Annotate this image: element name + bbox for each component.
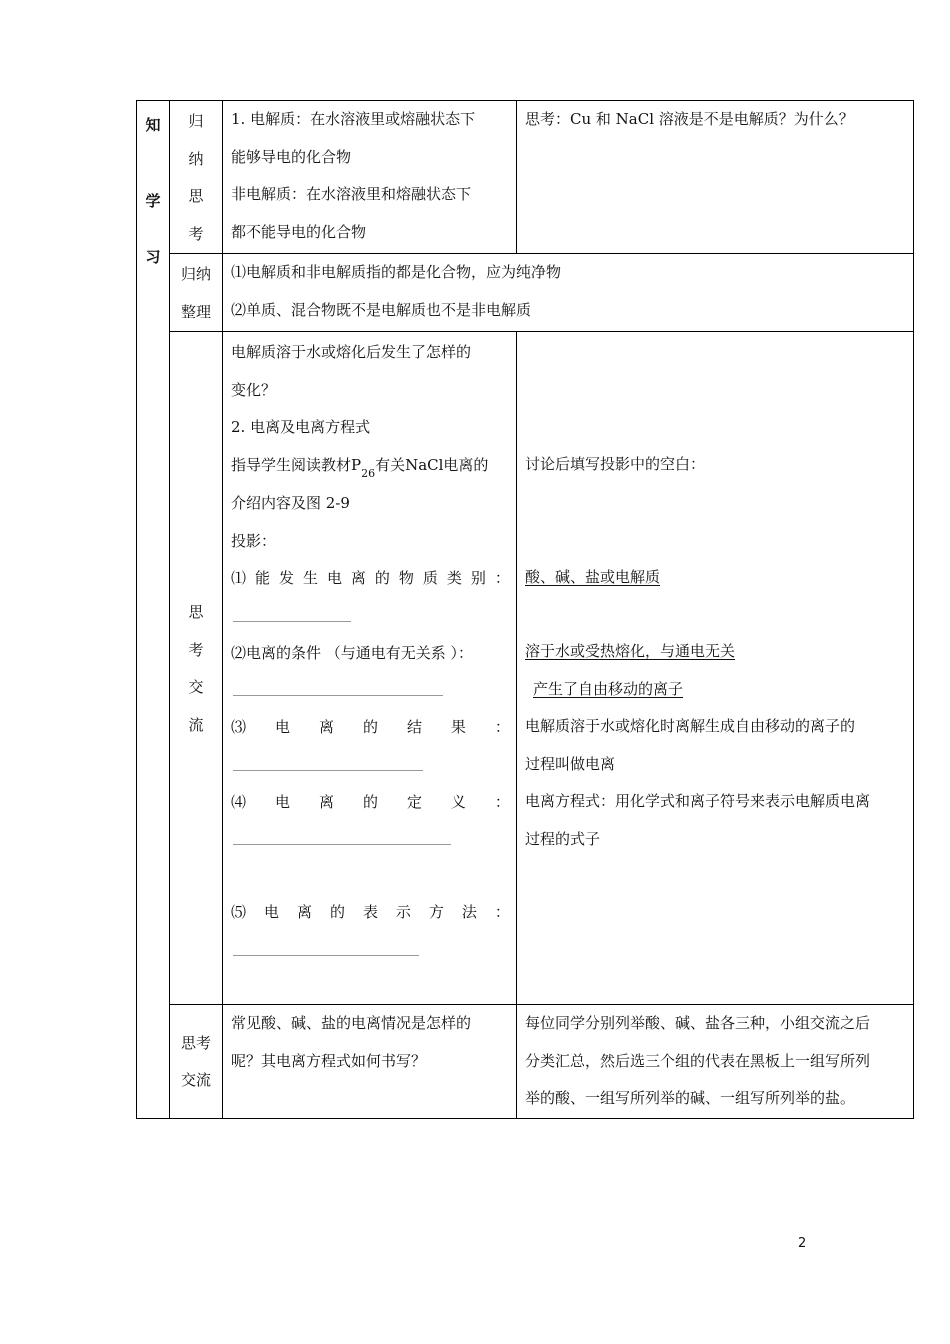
answer-5: 过程的式子 — [525, 829, 601, 848]
text-line: ⑴电解质和非电解质指的都是化合物，应为纯净物 — [231, 263, 562, 281]
table-row-exchange — [137, 1005, 914, 1119]
question-4 — [231, 784, 510, 822]
q-char: 义 — [450, 792, 466, 811]
activity-cell — [517, 1005, 914, 1119]
page-number: 2 — [798, 1236, 807, 1251]
category-char: 思 — [188, 603, 204, 621]
q-char: 电 — [326, 569, 342, 587]
q-char: 类 — [446, 569, 462, 587]
text-line: 常见酸、碱、盐的电离情况是怎样的 — [231, 1014, 472, 1032]
q-char: 离 — [296, 903, 312, 921]
answer-1: 酸、碱、盐或电解质 — [525, 567, 661, 586]
q-char: 电 — [263, 903, 279, 921]
q-char: 电 — [274, 718, 290, 736]
table-row-discussion — [137, 332, 914, 1005]
q-char: ： — [494, 903, 510, 921]
q-char: 法 — [461, 903, 477, 921]
text-line: 分类汇总，然后选三个组的代表在黑板上一组写所列 — [525, 1051, 871, 1070]
q-char: ⑶ — [231, 718, 247, 736]
q-char: 别 — [470, 569, 486, 587]
question-cell — [223, 1005, 517, 1119]
text-line: 变化？ — [231, 380, 277, 399]
question-cell — [517, 101, 914, 254]
text-line: 电解质溶于水或熔化后发生了怎样的 — [231, 343, 472, 361]
guide-text: 有关NaCl电离的 — [375, 455, 489, 474]
spacer — [525, 484, 907, 559]
category-char: 交 — [188, 678, 204, 696]
q-char: 结 — [406, 718, 422, 736]
section-heading: 2. 电离及电离方程式 — [231, 418, 371, 436]
question-3 — [231, 709, 510, 747]
spacer — [525, 596, 907, 633]
projection-label: 投影： — [231, 531, 277, 550]
q-char: ： — [494, 792, 510, 811]
answer-blank — [231, 672, 510, 709]
q-char: 生 — [302, 569, 318, 587]
answer-blank — [231, 821, 510, 858]
q-char: 示 — [395, 903, 411, 921]
answer-2: 溶于水或受热熔化，与通电无关 — [525, 642, 736, 660]
side-label-char: 学 — [145, 192, 161, 210]
q-char: 的 — [362, 792, 378, 811]
text-line: 介绍内容及图 2-9 — [231, 494, 350, 512]
definition-cell — [223, 101, 517, 254]
answer-4: 过程叫做电离 — [525, 754, 616, 773]
category-char: 流 — [188, 715, 204, 734]
text-line: 每位同学分别列举酸、碱、盐各三种，小组交流之后 — [525, 1014, 871, 1032]
text-line: 呢？其电离方程式如何书写？ — [231, 1051, 427, 1070]
q-char: 离 — [318, 792, 334, 811]
category-cell — [170, 101, 223, 254]
q-char: ⑷ — [231, 792, 247, 811]
answer-4: 电解质溶于水或熔化时离解生成自由移动的离子的 — [525, 717, 856, 735]
q-char: 果 — [450, 718, 466, 736]
guide-text: 指导学生阅读教材P — [231, 455, 362, 474]
q-char: ： — [494, 569, 510, 587]
q-char: ⑴ — [231, 569, 247, 587]
question-2: ⑵电离的条件 （与通电有无关系 ）： — [231, 643, 474, 662]
side-label-cell — [137, 101, 170, 1119]
category-text: 思考 — [180, 1033, 211, 1052]
answer-3: 产生了自由移动的离子 — [533, 679, 684, 698]
teacher-cell — [223, 332, 517, 1005]
answer-blank — [231, 932, 510, 969]
text-line: 非电解质：在水溶液里和熔融状态下 — [231, 185, 472, 203]
q-char: 方 — [428, 903, 444, 921]
text-line: 都不能导电的化合物 — [231, 222, 367, 241]
summary-cell — [223, 254, 914, 332]
q-char: 发 — [278, 569, 294, 587]
q-char: 定 — [406, 792, 422, 811]
q-char: 电 — [274, 792, 290, 811]
q-char: 质 — [422, 569, 438, 587]
category-char: 考 — [188, 640, 204, 659]
category-text: 整理 — [180, 302, 211, 321]
answer-blank — [231, 598, 510, 635]
lesson-table — [136, 100, 914, 1119]
question-1 — [231, 560, 510, 598]
q-char: 的 — [362, 718, 378, 736]
question-5 — [231, 894, 510, 932]
q-char: 离 — [350, 569, 366, 587]
table-row-summary — [137, 254, 914, 332]
text-line: 能够导电的化合物 — [231, 147, 352, 166]
q-char: 的 — [329, 903, 345, 921]
spacer — [231, 858, 510, 894]
spacer — [525, 334, 907, 446]
table-row-induction — [137, 101, 914, 254]
answer-5: 电离方程式：用化学式和离子符号来表示电解质电离 — [525, 792, 871, 810]
category-char: 纳 — [188, 149, 204, 168]
q-char: 表 — [362, 903, 378, 921]
side-label-char: 习 — [145, 248, 161, 266]
answer-blank — [231, 747, 510, 784]
q-char: ⑸ — [231, 903, 247, 921]
student-cell — [517, 332, 914, 1005]
category-cell — [170, 254, 223, 332]
category-char: 思 — [188, 187, 204, 205]
category-cell — [170, 332, 223, 1005]
text-line: 举的酸、一组写所列举的碱、一组写所列举的盐。 — [525, 1089, 856, 1107]
category-char: 考 — [188, 224, 204, 243]
text-line: 讨论后填写投影中的空白： — [525, 455, 706, 473]
q-char: 离 — [318, 718, 334, 736]
category-cell — [170, 1005, 223, 1119]
category-char: 归 — [188, 112, 204, 130]
q-char: 的 — [374, 569, 390, 587]
guide-line — [231, 447, 510, 486]
q-char: 物 — [398, 569, 414, 587]
guide-subscript: 26 — [361, 466, 376, 480]
text-line: ⑵单质、混合物既不是电解质也不是非电解质 — [231, 300, 532, 319]
q-char: 能 — [254, 569, 270, 587]
category-text: 交流 — [180, 1071, 211, 1090]
side-label-char: 知 — [145, 116, 161, 134]
text-line: 1. 电解质：在水溶液里或熔融状态下 — [231, 110, 476, 128]
q-char: ： — [494, 718, 510, 736]
category-text: 归纳 — [180, 265, 211, 283]
text-line: 思考：Cu 和 NaCl 溶液是不是电解质？为什么？ — [525, 110, 854, 128]
